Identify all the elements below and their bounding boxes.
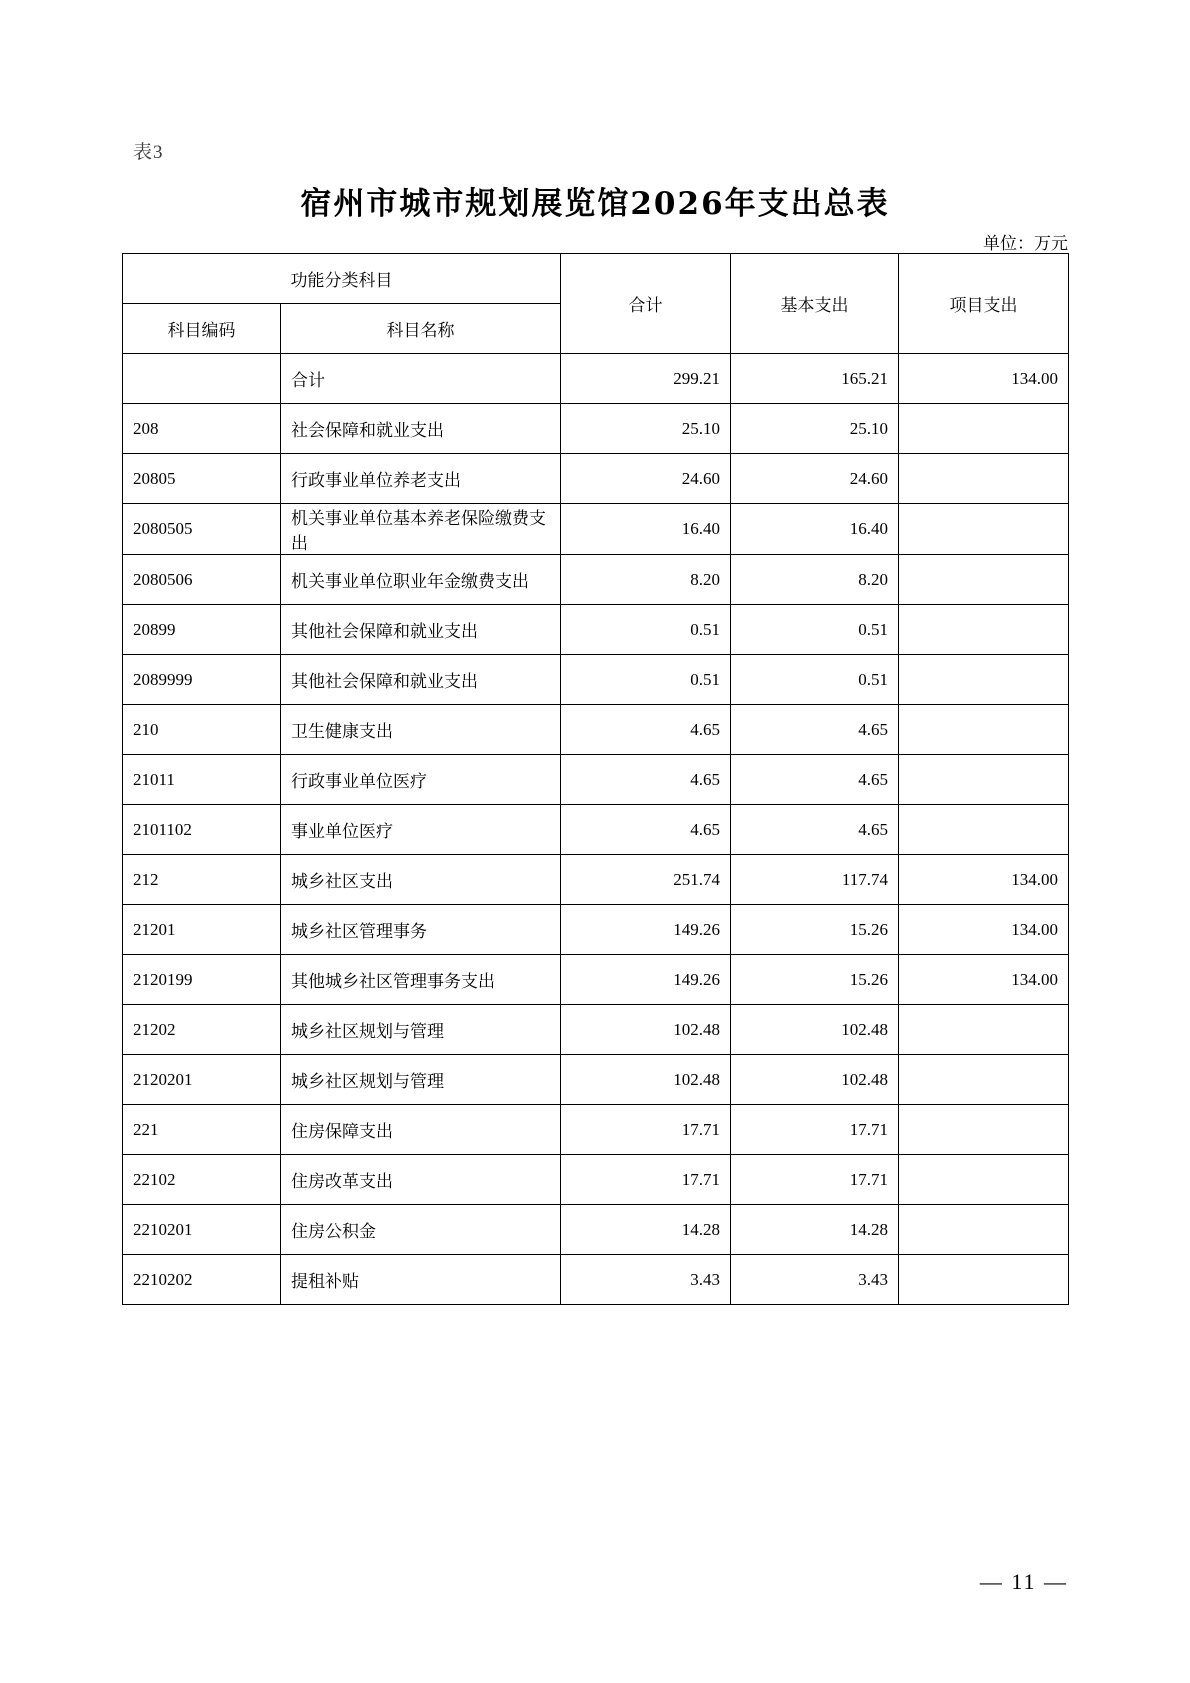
cell-basic-expenditure: 4.65 [731,755,899,805]
cell-subject-code: 2120201 [123,1055,281,1105]
cell-total: 4.65 [561,755,731,805]
header-subject-code: 科目编码 [123,304,281,354]
cell-subject-name: 机关事业单位基本养老保险缴费支出 [281,504,561,555]
cell-basic-expenditure: 4.65 [731,805,899,855]
unit-note: 单位：万元 [983,234,1068,253]
cell-subject-code: 20805 [123,454,281,504]
cell-project-expenditure: 134.00 [899,905,1069,955]
cell-subject-code: 2210202 [123,1255,281,1305]
cell-subject-name: 城乡社区支出 [281,855,561,905]
cell-subject-code: 210 [123,705,281,755]
table-row [123,955,1069,1005]
cell-project-expenditure [899,605,1069,655]
cell-project-expenditure [899,1255,1069,1305]
cell-basic-expenditure: 8.20 [731,555,899,605]
cell-basic-expenditure: 4.65 [731,705,899,755]
cell-subject-code: 21201 [123,905,281,955]
table-row [123,555,1069,605]
table-row [123,354,1069,404]
cell-project-expenditure [899,1005,1069,1055]
cell-basic-expenditure: 17.71 [731,1105,899,1155]
cell-subject-name: 其他城乡社区管理事务支出 [281,955,561,1005]
cell-subject-name: 住房保障支出 [281,1105,561,1155]
cell-basic-expenditure: 117.74 [731,855,899,905]
cell-total: 149.26 [561,905,731,955]
table-row [123,705,1069,755]
table-row [123,855,1069,905]
cell-subject-code: 2120199 [123,955,281,1005]
cell-project-expenditure [899,705,1069,755]
table-row [123,1255,1069,1305]
cell-subject-name: 住房公积金 [281,1205,561,1255]
table-header [123,254,1069,354]
cell-project-expenditure [899,805,1069,855]
table-row [123,1205,1069,1255]
cell-basic-expenditure: 3.43 [731,1255,899,1305]
cell-total: 102.48 [561,1005,731,1055]
cell-subject-code: 20899 [123,605,281,655]
cell-basic-expenditure: 25.10 [731,404,899,454]
cell-subject-code: 208 [123,404,281,454]
cell-subject-code: 2080506 [123,555,281,605]
cell-total: 0.51 [561,605,731,655]
cell-total: 17.71 [561,1105,731,1155]
cell-basic-expenditure: 102.48 [731,1055,899,1105]
cell-subject-name: 提租补贴 [281,1255,561,1305]
header-basic-expenditure: 基本支出 [731,254,899,354]
cell-project-expenditure [899,1055,1069,1105]
cell-basic-expenditure: 16.40 [731,504,899,555]
cell-subject-name: 其他社会保障和就业支出 [281,605,561,655]
table-row [123,404,1069,454]
cell-basic-expenditure: 15.26 [731,955,899,1005]
cell-total: 102.48 [561,1055,731,1105]
cell-subject-name: 行政事业单位养老支出 [281,454,561,504]
cell-subject-name: 城乡社区管理事务 [281,905,561,955]
cell-subject-name: 住房改革支出 [281,1155,561,1205]
cell-subject-name: 城乡社区规划与管理 [281,1055,561,1105]
header-function-category: 功能分类科目 [123,254,561,304]
cell-basic-expenditure: 17.71 [731,1155,899,1205]
cell-subject-code: 2101102 [123,805,281,855]
cell-subject-code: 2080505 [123,504,281,555]
table-row [123,504,1069,555]
cell-subject-code: 21011 [123,755,281,805]
cell-subject-code: 2210201 [123,1205,281,1255]
cell-project-expenditure: 134.00 [899,354,1069,404]
cell-subject-code [123,354,281,404]
cell-total: 25.10 [561,404,731,454]
table-row [123,905,1069,955]
cell-total: 24.60 [561,454,731,504]
table-row [123,454,1069,504]
cell-basic-expenditure: 14.28 [731,1205,899,1255]
cell-project-expenditure [899,1205,1069,1255]
cell-basic-expenditure: 24.60 [731,454,899,504]
table-row [123,655,1069,705]
cell-project-expenditure: 134.00 [899,855,1069,905]
cell-subject-name: 合计 [281,354,561,404]
cell-basic-expenditure: 102.48 [731,1005,899,1055]
table-row [123,1105,1069,1155]
cell-basic-expenditure: 0.51 [731,605,899,655]
cell-subject-name: 其他社会保障和就业支出 [281,655,561,705]
cell-project-expenditure [899,655,1069,705]
cell-subject-name: 机关事业单位职业年金缴费支出 [281,555,561,605]
cell-total: 0.51 [561,655,731,705]
cell-subject-code: 22102 [123,1155,281,1205]
cell-project-expenditure: 134.00 [899,955,1069,1005]
cell-basic-expenditure: 165.21 [731,354,899,404]
cell-subject-name: 城乡社区规划与管理 [281,1005,561,1055]
cell-project-expenditure [899,755,1069,805]
cell-subject-code: 21202 [123,1005,281,1055]
cell-subject-name: 社会保障和就业支出 [281,404,561,454]
table-row [123,1005,1069,1055]
cell-subject-code: 212 [123,855,281,905]
cell-total: 149.26 [561,955,731,1005]
cell-total: 8.20 [561,555,731,605]
cell-total: 4.65 [561,705,731,755]
table-row [123,1055,1069,1105]
table-row [123,805,1069,855]
table-label: 表3 [133,142,164,163]
table-row [123,605,1069,655]
table-row [123,755,1069,805]
cell-total: 251.74 [561,855,731,905]
cell-total: 4.65 [561,805,731,855]
cell-project-expenditure [899,504,1069,555]
table-row [123,1155,1069,1205]
cell-total: 299.21 [561,354,731,404]
cell-subject-name: 事业单位医疗 [281,805,561,855]
cell-subject-code: 221 [123,1105,281,1155]
expenditure-table [122,253,1069,1305]
cell-subject-code: 2089999 [123,655,281,705]
header-project-expenditure: 项目支出 [899,254,1069,354]
cell-project-expenditure [899,454,1069,504]
header-total: 合计 [561,254,731,354]
cell-total: 17.71 [561,1155,731,1205]
cell-total: 14.28 [561,1205,731,1255]
header-subject-name: 科目名称 [281,304,561,354]
page-number: — 11 — [979,1569,1068,1594]
cell-subject-name: 卫生健康支出 [281,705,561,755]
cell-total: 16.40 [561,504,731,555]
cell-total: 3.43 [561,1255,731,1305]
cell-subject-name: 行政事业单位医疗 [281,755,561,805]
cell-basic-expenditure: 15.26 [731,905,899,955]
table-body [123,354,1069,1305]
cell-basic-expenditure: 0.51 [731,655,899,705]
cell-project-expenditure [899,1155,1069,1205]
cell-project-expenditure [899,555,1069,605]
page-title: 宿州市城市规划展览馆2026年支出总表 [300,186,890,222]
cell-project-expenditure [899,404,1069,454]
table-header-row-1 [123,254,1069,304]
cell-project-expenditure [899,1105,1069,1155]
